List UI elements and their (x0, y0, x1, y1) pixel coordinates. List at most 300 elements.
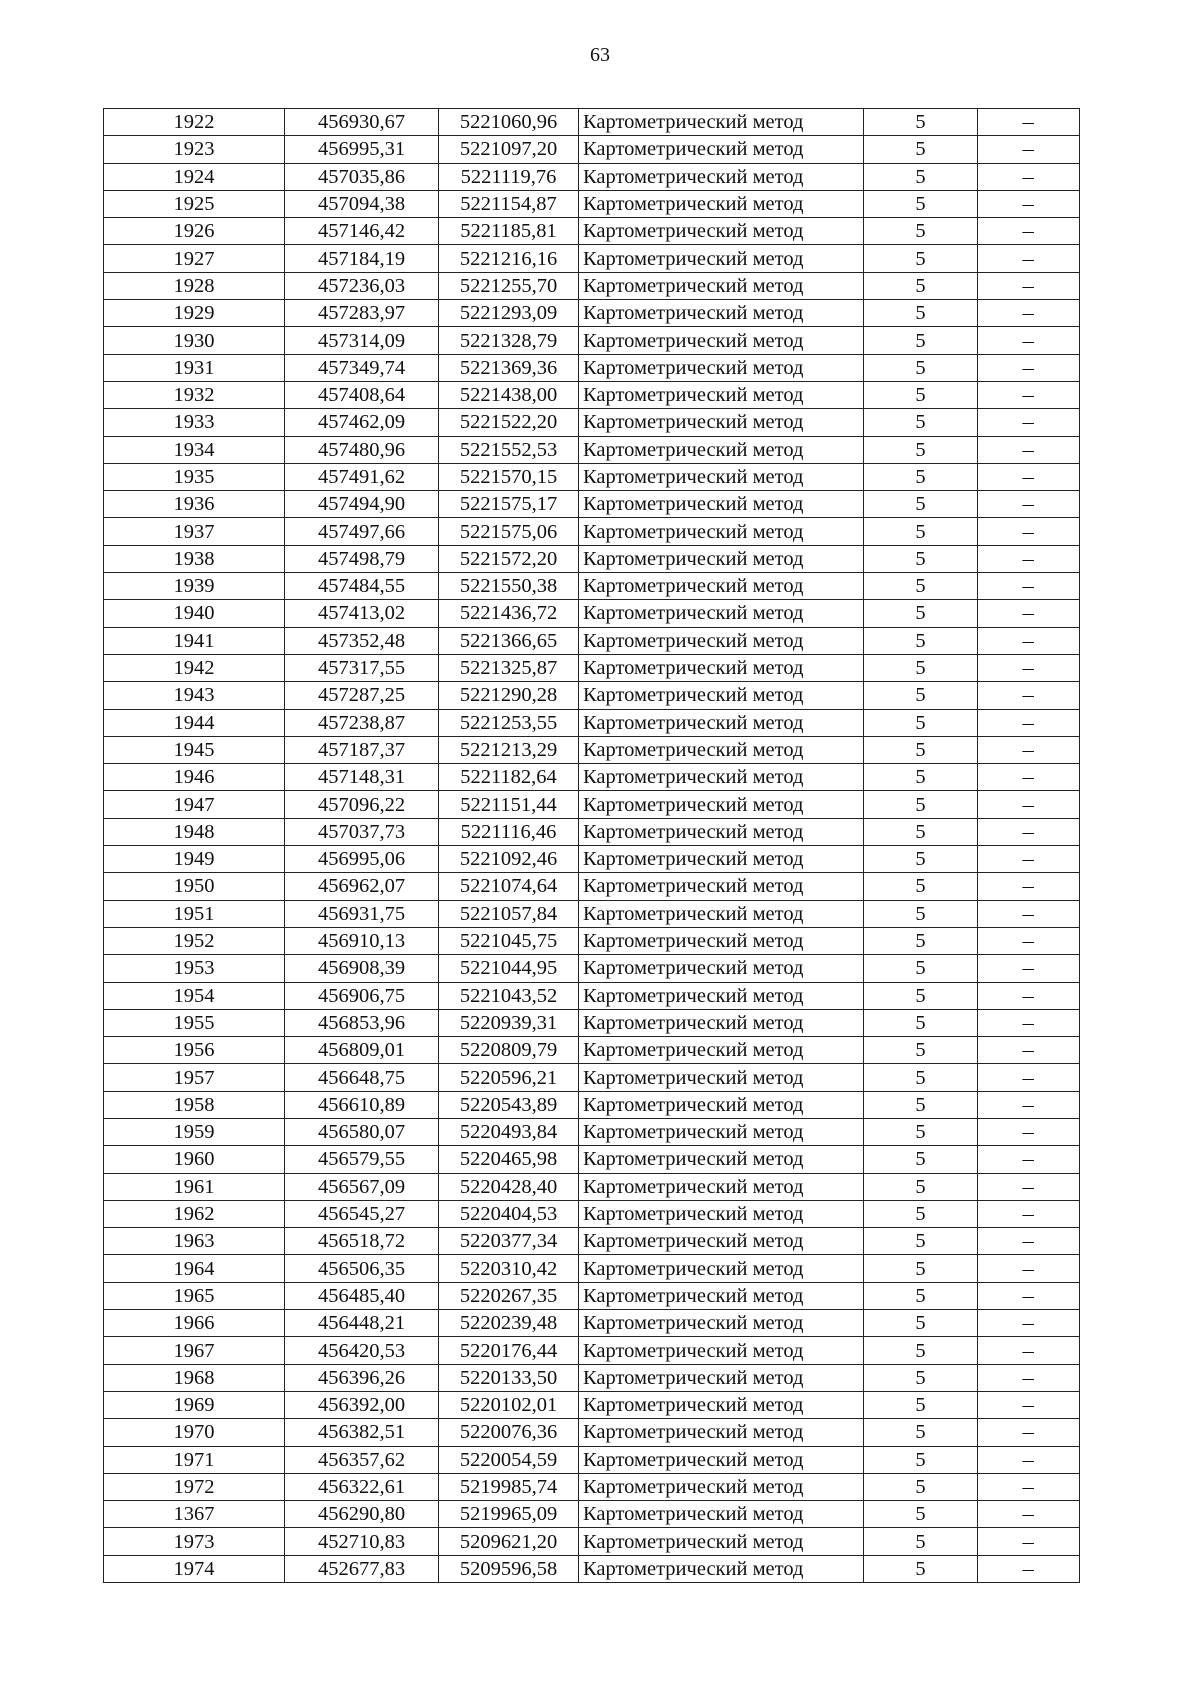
table-row (104, 1118, 1080, 1145)
x-coordinate-cell: 456610,89 (285, 1091, 439, 1118)
method-cell: Картометрический метод (579, 218, 864, 245)
note-cell (978, 1118, 1080, 1145)
point-number-cell: 1957 (104, 1064, 285, 1091)
method-cell: Картометрический метод (579, 600, 864, 627)
table-row (104, 1173, 1080, 1200)
note-cell (978, 1091, 1080, 1118)
accuracy-cell: 5 (864, 1501, 978, 1528)
y-coordinate-cell: 5221293,09 (439, 300, 579, 327)
method-cell: Картометрический метод (579, 573, 864, 600)
y-coordinate-cell: 5220428,40 (439, 1173, 579, 1200)
accuracy-cell: 5 (864, 1064, 978, 1091)
table-row (104, 764, 1080, 791)
method-cell: Картометрический метод (579, 1037, 864, 1064)
table-row (104, 818, 1080, 845)
method-cell: Картометрический метод (579, 1255, 864, 1282)
point-number-cell: 1952 (104, 927, 285, 954)
point-number-cell: 1926 (104, 218, 285, 245)
table-row (104, 327, 1080, 354)
method-cell: Картометрический метод (579, 109, 864, 136)
note-cell (978, 682, 1080, 709)
dash-mark: – (1022, 1448, 1035, 1471)
x-coordinate-cell: 457413,02 (285, 600, 439, 627)
point-number-cell: 1965 (104, 1282, 285, 1309)
y-coordinate-cell: 5219985,74 (439, 1473, 579, 1500)
point-number-cell: 1964 (104, 1255, 285, 1282)
accuracy-cell: 5 (864, 245, 978, 272)
point-number-cell: 1935 (104, 463, 285, 490)
table-row (104, 300, 1080, 327)
y-coordinate-cell: 5220404,53 (439, 1200, 579, 1227)
x-coordinate-cell: 457349,74 (285, 354, 439, 381)
note-cell (978, 1009, 1080, 1036)
table-row (104, 736, 1080, 763)
dash-mark: – (1022, 493, 1035, 516)
table-row (104, 1282, 1080, 1309)
x-coordinate-cell: 456485,40 (285, 1282, 439, 1309)
y-coordinate-cell: 5221097,20 (439, 136, 579, 163)
method-cell: Картометрический метод (579, 654, 864, 681)
point-number-cell: 1960 (104, 1146, 285, 1173)
dash-mark: – (1022, 848, 1035, 871)
note-cell (978, 436, 1080, 463)
point-number-cell: 1944 (104, 709, 285, 736)
note-cell (978, 1501, 1080, 1528)
accuracy-cell: 5 (864, 955, 978, 982)
method-cell: Картометрический метод (579, 955, 864, 982)
note-cell (978, 1200, 1080, 1227)
note-cell (978, 1146, 1080, 1173)
note-cell (978, 1337, 1080, 1364)
y-coordinate-cell: 5221366,65 (439, 627, 579, 654)
method-cell: Картометрический метод (579, 1146, 864, 1173)
point-number-cell: 1941 (104, 627, 285, 654)
note-cell (978, 1391, 1080, 1418)
method-cell: Картометрический метод (579, 381, 864, 408)
dash-mark: – (1022, 165, 1035, 188)
method-cell: Картометрический метод (579, 1009, 864, 1036)
table-row (104, 1310, 1080, 1337)
table-row (104, 136, 1080, 163)
method-cell: Картометрический метод (579, 764, 864, 791)
dash-mark: – (1022, 1011, 1035, 1034)
table-row (104, 381, 1080, 408)
method-cell: Картометрический метод (579, 1282, 864, 1309)
point-number-cell: 1959 (104, 1118, 285, 1145)
point-number-cell: 1367 (104, 1501, 285, 1528)
table-row (104, 1091, 1080, 1118)
accuracy-cell: 5 (864, 1473, 978, 1500)
method-cell: Картометрический метод (579, 245, 864, 272)
y-coordinate-cell: 5220543,89 (439, 1091, 579, 1118)
x-coordinate-cell: 456962,07 (285, 873, 439, 900)
dash-mark: – (1022, 957, 1035, 980)
table-row (104, 627, 1080, 654)
x-coordinate-cell: 457287,25 (285, 682, 439, 709)
point-number-cell: 1932 (104, 381, 285, 408)
table-row (104, 109, 1080, 136)
note-cell (978, 463, 1080, 490)
x-coordinate-cell: 452710,83 (285, 1528, 439, 1555)
y-coordinate-cell: 5220809,79 (439, 1037, 579, 1064)
y-coordinate-cell: 5221522,20 (439, 409, 579, 436)
note-cell (978, 491, 1080, 518)
dash-mark: – (1022, 302, 1035, 325)
point-number-cell: 1927 (104, 245, 285, 272)
dash-mark: – (1022, 1339, 1035, 1362)
x-coordinate-cell: 456518,72 (285, 1228, 439, 1255)
x-coordinate-cell: 456930,67 (285, 109, 439, 136)
accuracy-cell: 5 (864, 1391, 978, 1418)
x-coordinate-cell: 457494,90 (285, 491, 439, 518)
method-cell: Картометрический метод (579, 436, 864, 463)
point-number-cell: 1925 (104, 190, 285, 217)
y-coordinate-cell: 5220377,34 (439, 1228, 579, 1255)
point-number-cell: 1966 (104, 1310, 285, 1337)
note-cell (978, 818, 1080, 845)
y-coordinate-cell: 5221116,46 (439, 818, 579, 845)
y-coordinate-cell: 5220102,01 (439, 1391, 579, 1418)
dash-mark: – (1022, 575, 1035, 598)
table-row (104, 1446, 1080, 1473)
x-coordinate-cell: 456995,06 (285, 846, 439, 873)
y-coordinate-cell: 5221182,64 (439, 764, 579, 791)
note-cell (978, 1228, 1080, 1255)
dash-mark: – (1022, 738, 1035, 761)
dash-mark: – (1022, 466, 1035, 488)
point-number-cell: 1931 (104, 354, 285, 381)
dash-mark: – (1022, 1503, 1035, 1526)
point-number-cell: 1937 (104, 518, 285, 545)
x-coordinate-cell: 457238,87 (285, 709, 439, 736)
dash-mark: – (1022, 684, 1035, 707)
note-cell (978, 927, 1080, 954)
note-cell (978, 1173, 1080, 1200)
accuracy-cell: 5 (864, 545, 978, 572)
y-coordinate-cell: 5219965,09 (439, 1501, 579, 1528)
accuracy-cell: 5 (864, 218, 978, 245)
x-coordinate-cell: 452677,83 (285, 1555, 439, 1582)
x-coordinate-cell: 457037,73 (285, 818, 439, 845)
note-cell (978, 1282, 1080, 1309)
accuracy-cell: 5 (864, 190, 978, 217)
table-row (104, 1337, 1080, 1364)
table-row (104, 900, 1080, 927)
x-coordinate-cell: 456908,39 (285, 955, 439, 982)
y-coordinate-cell: 5221060,96 (439, 109, 579, 136)
dash-mark: – (1022, 1257, 1035, 1280)
dash-mark: – (1022, 1175, 1035, 1198)
y-coordinate-cell: 5220493,84 (439, 1118, 579, 1145)
method-cell: Картометрический метод (579, 409, 864, 436)
dash-mark: – (1022, 329, 1035, 352)
accuracy-cell: 5 (864, 682, 978, 709)
dash-mark: – (1022, 520, 1035, 543)
method-cell: Картометрический метод (579, 1364, 864, 1391)
y-coordinate-cell: 5221045,75 (439, 927, 579, 954)
dash-mark: – (1022, 1093, 1035, 1116)
note-cell (978, 245, 1080, 272)
table-row (104, 1228, 1080, 1255)
dash-mark: – (1022, 793, 1035, 816)
x-coordinate-cell: 456382,51 (285, 1419, 439, 1446)
table-row (104, 654, 1080, 681)
table-row (104, 846, 1080, 873)
accuracy-cell: 5 (864, 982, 978, 1009)
method-cell: Картометрический метод (579, 136, 864, 163)
point-number-cell: 1934 (104, 436, 285, 463)
method-cell: Картометрический метод (579, 818, 864, 845)
table-row (104, 1255, 1080, 1282)
note-cell (978, 1473, 1080, 1500)
x-coordinate-cell: 457187,37 (285, 736, 439, 763)
y-coordinate-cell: 5220939,31 (439, 1009, 579, 1036)
accuracy-cell: 5 (864, 381, 978, 408)
dash-mark: – (1022, 984, 1035, 1007)
x-coordinate-cell: 457146,42 (285, 218, 439, 245)
accuracy-cell: 5 (864, 436, 978, 463)
accuracy-cell: 5 (864, 1228, 978, 1255)
accuracy-cell: 5 (864, 1446, 978, 1473)
note-cell (978, 982, 1080, 1009)
x-coordinate-cell: 457491,62 (285, 463, 439, 490)
dash-mark: – (1022, 1312, 1035, 1335)
table-row (104, 436, 1080, 463)
dash-mark: – (1022, 138, 1035, 161)
x-coordinate-cell: 456580,07 (285, 1118, 439, 1145)
dash-mark: – (1022, 1203, 1035, 1226)
point-number-cell: 1938 (104, 545, 285, 572)
y-coordinate-cell: 5221151,44 (439, 791, 579, 818)
y-coordinate-cell: 5220054,59 (439, 1446, 579, 1473)
accuracy-cell: 5 (864, 518, 978, 545)
method-cell: Картометрический метод (579, 900, 864, 927)
point-number-cell: 1969 (104, 1391, 285, 1418)
accuracy-cell: 5 (864, 300, 978, 327)
note-cell (978, 736, 1080, 763)
accuracy-cell: 5 (864, 1009, 978, 1036)
x-coordinate-cell: 456579,55 (285, 1146, 439, 1173)
table-row (104, 163, 1080, 190)
table-row (104, 1200, 1080, 1227)
accuracy-cell: 5 (864, 491, 978, 518)
dash-mark: – (1022, 1148, 1035, 1171)
table-row (104, 1419, 1080, 1446)
point-number-cell: 1928 (104, 272, 285, 299)
method-cell: Картометрический метод (579, 1555, 864, 1582)
dash-mark: – (1022, 1284, 1035, 1307)
table-row (104, 1146, 1080, 1173)
accuracy-cell: 5 (864, 1255, 978, 1282)
accuracy-cell: 5 (864, 846, 978, 873)
method-cell: Картометрический метод (579, 1501, 864, 1528)
x-coordinate-cell: 456392,00 (285, 1391, 439, 1418)
point-number-cell: 1968 (104, 1364, 285, 1391)
accuracy-cell: 5 (864, 1282, 978, 1309)
note-cell (978, 764, 1080, 791)
dash-mark: – (1022, 1366, 1035, 1389)
dash-mark: – (1022, 220, 1035, 243)
table-row (104, 1009, 1080, 1036)
method-cell: Картометрический метод (579, 1419, 864, 1446)
dash-mark: – (1022, 1557, 1035, 1580)
dash-mark: – (1022, 930, 1035, 953)
y-coordinate-cell: 5220133,50 (439, 1364, 579, 1391)
y-coordinate-cell: 5221255,70 (439, 272, 579, 299)
x-coordinate-cell: 457283,97 (285, 300, 439, 327)
dash-mark: – (1022, 384, 1035, 407)
y-coordinate-cell: 5221092,46 (439, 846, 579, 873)
method-cell: Картометрический метод (579, 272, 864, 299)
x-coordinate-cell: 457094,38 (285, 190, 439, 217)
dash-mark: – (1022, 411, 1035, 434)
table-row (104, 1555, 1080, 1582)
table-row (104, 709, 1080, 736)
note-cell (978, 1528, 1080, 1555)
accuracy-cell: 5 (864, 354, 978, 381)
x-coordinate-cell: 456357,62 (285, 1446, 439, 1473)
accuracy-cell: 5 (864, 1419, 978, 1446)
point-number-cell: 1970 (104, 1419, 285, 1446)
x-coordinate-cell: 456853,96 (285, 1009, 439, 1036)
point-number-cell: 1947 (104, 791, 285, 818)
method-cell: Картометрический метод (579, 1337, 864, 1364)
accuracy-cell: 5 (864, 1200, 978, 1227)
point-number-cell: 1950 (104, 873, 285, 900)
point-number-cell: 1948 (104, 818, 285, 845)
point-number-cell: 1953 (104, 955, 285, 982)
y-coordinate-cell: 5221552,53 (439, 436, 579, 463)
note-cell (978, 709, 1080, 736)
accuracy-cell: 5 (864, 1555, 978, 1582)
dash-mark: – (1022, 766, 1035, 789)
dash-mark: – (1022, 875, 1035, 898)
dash-mark: – (1022, 657, 1035, 680)
x-coordinate-cell: 456906,75 (285, 982, 439, 1009)
table-row (104, 1473, 1080, 1500)
accuracy-cell: 5 (864, 327, 978, 354)
y-coordinate-cell: 5221044,95 (439, 955, 579, 982)
x-coordinate-cell: 456396,26 (285, 1364, 439, 1391)
method-cell: Картометрический метод (579, 982, 864, 1009)
table-row (104, 1037, 1080, 1064)
y-coordinate-cell: 5221369,36 (439, 354, 579, 381)
note-cell (978, 218, 1080, 245)
point-number-cell: 1929 (104, 300, 285, 327)
note-cell (978, 190, 1080, 217)
table-row (104, 1064, 1080, 1091)
note-cell (978, 545, 1080, 572)
note-cell (978, 518, 1080, 545)
accuracy-cell: 5 (864, 873, 978, 900)
point-number-cell: 1946 (104, 764, 285, 791)
x-coordinate-cell: 457484,55 (285, 573, 439, 600)
y-coordinate-cell: 5220465,98 (439, 1146, 579, 1173)
note-cell (978, 1555, 1080, 1582)
y-coordinate-cell: 5209596,58 (439, 1555, 579, 1582)
dash-mark: – (1022, 438, 1035, 461)
table-row (104, 409, 1080, 436)
note-cell (978, 1364, 1080, 1391)
method-cell: Картометрический метод (579, 1446, 864, 1473)
x-coordinate-cell: 456448,21 (285, 1310, 439, 1337)
y-coordinate-cell: 5221253,55 (439, 709, 579, 736)
accuracy-cell: 5 (864, 272, 978, 299)
dash-mark: – (1022, 1039, 1035, 1062)
point-number-cell: 1963 (104, 1228, 285, 1255)
method-cell: Картометрический метод (579, 736, 864, 763)
table-row (104, 354, 1080, 381)
method-cell: Картометрический метод (579, 846, 864, 873)
note-cell (978, 654, 1080, 681)
accuracy-cell: 5 (864, 736, 978, 763)
method-cell: Картометрический метод (579, 1200, 864, 1227)
dash-mark: – (1022, 193, 1035, 216)
accuracy-cell: 5 (864, 1364, 978, 1391)
accuracy-cell: 5 (864, 163, 978, 190)
point-number-cell: 1958 (104, 1091, 285, 1118)
dash-mark: – (1022, 902, 1035, 925)
table-row (104, 1391, 1080, 1418)
method-cell: Картометрический метод (579, 518, 864, 545)
note-cell (978, 900, 1080, 927)
point-number-cell: 1962 (104, 1200, 285, 1227)
x-coordinate-cell: 456995,31 (285, 136, 439, 163)
table-row (104, 1501, 1080, 1528)
table-row (104, 600, 1080, 627)
point-number-cell: 1956 (104, 1037, 285, 1064)
point-number-cell: 1949 (104, 846, 285, 873)
point-number-cell: 1942 (104, 654, 285, 681)
table-row (104, 272, 1080, 299)
x-coordinate-cell: 457035,86 (285, 163, 439, 190)
note-cell (978, 1064, 1080, 1091)
y-coordinate-cell: 5220239,48 (439, 1310, 579, 1337)
dash-mark: – (1022, 274, 1035, 297)
x-coordinate-cell: 456322,61 (285, 1473, 439, 1500)
x-coordinate-cell: 456910,13 (285, 927, 439, 954)
table-row (104, 873, 1080, 900)
table-row (104, 218, 1080, 245)
x-coordinate-cell: 456809,01 (285, 1037, 439, 1064)
y-coordinate-cell: 5221154,87 (439, 190, 579, 217)
table-row (104, 573, 1080, 600)
accuracy-cell: 5 (864, 764, 978, 791)
y-coordinate-cell: 5221290,28 (439, 682, 579, 709)
x-coordinate-cell: 456290,80 (285, 1501, 439, 1528)
y-coordinate-cell: 5221213,29 (439, 736, 579, 763)
dash-mark: – (1022, 247, 1035, 270)
point-number-cell: 1974 (104, 1555, 285, 1582)
dash-mark: – (1022, 602, 1035, 625)
dash-mark: – (1022, 1394, 1035, 1417)
y-coordinate-cell: 5221438,00 (439, 381, 579, 408)
method-cell: Картометрический метод (579, 927, 864, 954)
method-cell: Картометрический метод (579, 1064, 864, 1091)
table-row (104, 1364, 1080, 1391)
dash-mark: – (1022, 629, 1035, 652)
point-number-cell: 1930 (104, 327, 285, 354)
note-cell (978, 327, 1080, 354)
table-row (104, 245, 1080, 272)
y-coordinate-cell: 5221325,87 (439, 654, 579, 681)
x-coordinate-cell: 456931,75 (285, 900, 439, 927)
method-cell: Картометрический метод (579, 463, 864, 490)
note-cell (978, 873, 1080, 900)
dash-mark: – (1022, 1121, 1035, 1144)
method-cell: Картометрический метод (579, 354, 864, 381)
point-number-cell: 1971 (104, 1446, 285, 1473)
